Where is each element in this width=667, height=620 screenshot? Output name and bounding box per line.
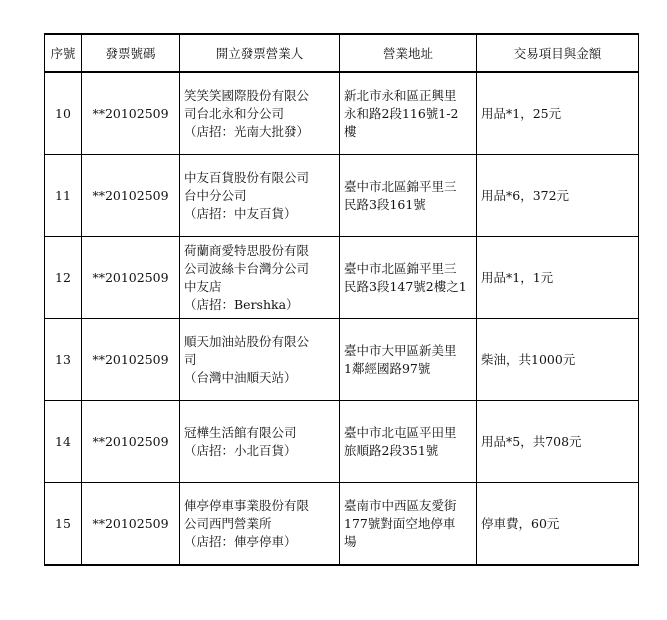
merchant-line: 中友百貨股份有限公司 [184,169,310,185]
table-row [45,72,639,155]
table-row [45,401,639,483]
merchant-line: 荷蘭商愛特思股份有限 [184,242,310,258]
address-line: 新北市永和區正興里 [344,87,457,103]
address-line: 場 [344,533,357,549]
merchant-line: （店招：Bershka） [184,296,299,312]
cell-invoice-number: **20102509 [82,319,180,401]
cell-items-amount: 用品*1，1元 [477,237,639,319]
header-invoice-number: 發票號碼 [82,34,180,72]
header-address: 營業地址 [340,34,477,72]
merchant-line: （店招：中友百貨） [184,205,297,221]
merchant-line: 台中分公司 [184,187,247,203]
cell-seq: 14 [45,401,82,483]
cell-merchant [180,483,340,566]
header-merchant: 開立發票營業人 [180,34,340,72]
address-line: 旅順路2段351號 [344,442,439,458]
cell-address [340,155,477,237]
merchant-line: 笑笑笑國際股份有限公 [184,87,310,103]
cell-items-amount: 柴油，共1000元 [477,319,639,401]
address-line: 樓 [344,123,357,139]
cell-address [340,401,477,483]
merchant-line: （台灣中油順天站） [184,369,297,385]
cell-address [340,319,477,401]
merchant-line: （店招：小北百貨） [184,442,297,458]
cell-merchant [180,401,340,483]
cell-merchant [180,155,340,237]
address-line: 臺中市大甲區新美里 [344,342,457,358]
cell-address [340,483,477,566]
cell-merchant [180,72,340,155]
merchant-line: 公司波絲卡台灣分公司 [184,260,310,276]
cell-seq: 11 [45,155,82,237]
table-row [45,237,639,319]
merchant-line: 中友店 [184,278,222,294]
cell-address [340,72,477,155]
merchant-line: 俥亭停車事業股份有限 [184,497,310,513]
address-line: 臺中市北屯區平田里 [344,424,457,440]
cell-items-amount: 用品*5，共708元 [477,401,639,483]
table-row [45,319,639,401]
cell-address [340,237,477,319]
address-line: 臺南市中西區友愛街 [344,497,457,513]
address-line: 民路3段147號2樓之1 [344,278,467,294]
header-seq: 序號 [45,34,82,72]
cell-invoice-number: **20102509 [82,237,180,319]
merchant-line: 冠樺生活館有限公司 [184,424,297,440]
table-row [45,155,639,237]
invoice-table [44,33,639,566]
cell-seq: 12 [45,237,82,319]
table-header-row [45,34,639,72]
address-line: 臺中市北區錦平里三 [344,178,457,194]
merchant-line: 公司西門營業所 [184,515,272,531]
merchant-line: 司台北永和分公司 [184,105,285,121]
cell-invoice-number: **20102509 [82,401,180,483]
address-line: 1鄰經國路97號 [344,360,431,376]
merchant-line: 司 [184,351,197,367]
cell-invoice-number: **20102509 [82,72,180,155]
cell-invoice-number: **20102509 [82,483,180,566]
address-line: 永和路2段116號1-2 [344,105,459,121]
cell-merchant [180,237,340,319]
header-items-amount: 交易項目與金額 [477,34,639,72]
merchant-line: （店招：光南大批發） [184,123,310,139]
address-line: 177號對面空地停車 [344,515,456,531]
cell-seq: 15 [45,483,82,566]
cell-invoice-number: **20102509 [82,155,180,237]
cell-items-amount: 停車費，60元 [477,483,639,566]
table-row [45,483,639,566]
cell-items-amount: 用品*1，25元 [477,72,639,155]
cell-seq: 13 [45,319,82,401]
merchant-line: （店招：俥亭停車） [184,533,297,549]
cell-seq: 10 [45,72,82,155]
cell-merchant [180,319,340,401]
address-line: 臺中市北區錦平里三 [344,260,457,276]
merchant-line: 順天加油站股份有限公 [184,333,310,349]
address-line: 民路3段161號 [344,196,426,212]
cell-items-amount: 用品*6，372元 [477,155,639,237]
table-body [45,72,639,565]
